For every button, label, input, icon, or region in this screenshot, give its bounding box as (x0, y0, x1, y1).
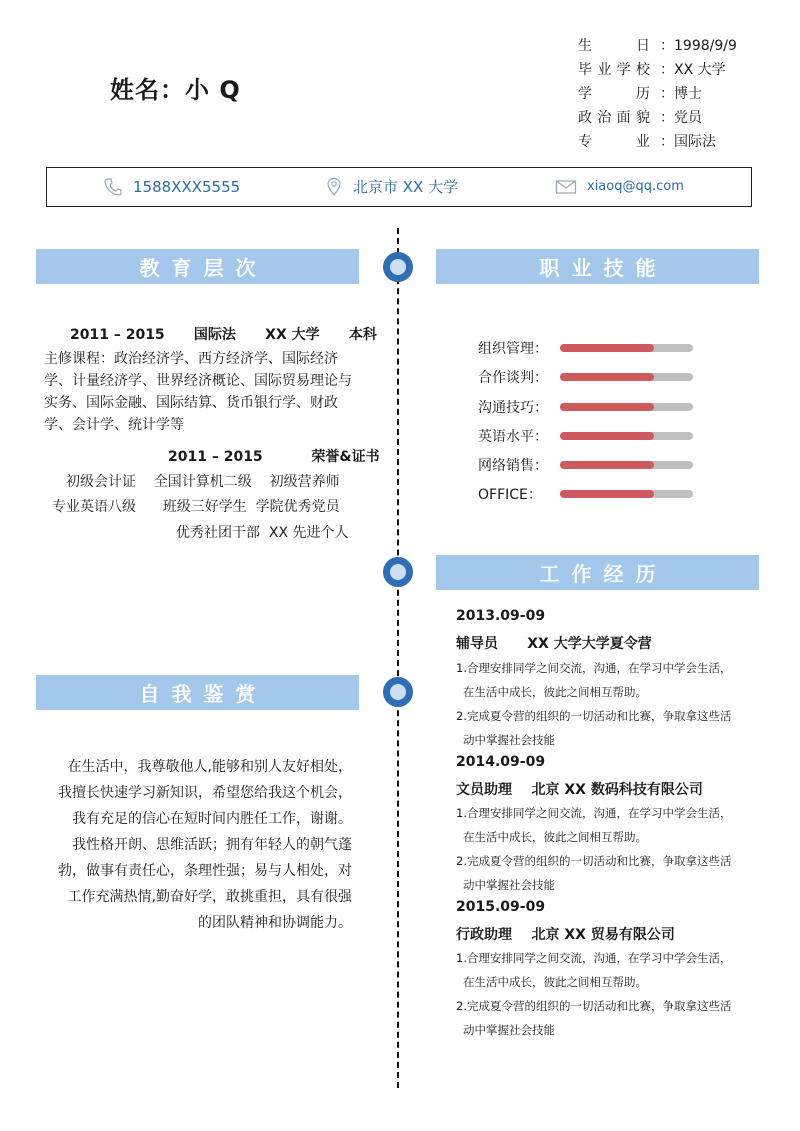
info-label: 学历 (578, 86, 650, 102)
info-label: 政治面貌 (578, 110, 650, 126)
contact-bar (46, 167, 752, 207)
info-value: 党员 (674, 110, 702, 126)
envelope-icon (555, 179, 577, 195)
certificate-row: 优秀社团干部 XX 先进个人 (176, 525, 349, 541)
resume-name: 姓名：小 Q (110, 76, 241, 104)
job-line: 2.完成夏令营的组织的一切活动和比赛，争取拿这些活 (456, 854, 732, 868)
job-line: 在生活中成长，彼此之间相互帮助。 (463, 975, 647, 989)
job-line: 1.合理安排同学之间交流，沟通，在学习中学会生活， (456, 951, 732, 965)
info-row-political-status (578, 108, 737, 132)
info-label: 专业 (578, 134, 650, 150)
info-colon: ： (660, 110, 674, 126)
section-self-header: 自我鉴赏 (36, 675, 359, 710)
job-line: 动中掌握社会技能 (463, 1023, 555, 1037)
skill-label: 沟通技巧： (478, 400, 548, 416)
section-skills-header: 职业技能 (436, 249, 759, 284)
self-line: 我有充足的信心在短时间内胜任工作，谢谢。 (72, 811, 352, 827)
contact-email[interactable] (555, 168, 684, 205)
skill-bar (560, 490, 693, 498)
job-title: 行政助理 北京 XX 贸易有限公司 (456, 927, 675, 943)
info-row-birthday (578, 36, 737, 60)
job-line: 动中掌握社会技能 (463, 733, 555, 747)
skill-row (478, 337, 693, 359)
job-line: 在生活中成长，彼此之间相互帮助。 (463, 830, 647, 844)
section-work-header: 工作经历 (436, 555, 759, 590)
job-date: 2015.09-09 (456, 899, 546, 915)
skill-label: 英语水平： (478, 429, 548, 445)
skill-bar (560, 344, 693, 352)
timeline-dot (383, 677, 413, 707)
skill-bar (560, 373, 693, 381)
skill-bar-fill (560, 490, 654, 498)
info-row-major (578, 132, 737, 156)
timeline-dot (383, 557, 413, 587)
skill-bar (560, 432, 693, 440)
skill-bar-fill (560, 461, 654, 469)
skill-bar-fill (560, 432, 654, 440)
info-colon: ： (660, 86, 674, 102)
skill-bar-fill (560, 344, 654, 352)
section-education-header: 教育层次 (36, 249, 359, 284)
info-label: 毕业学校 (578, 62, 650, 78)
phone-text: 1588XXX5555 (133, 177, 241, 196)
info-colon: ： (660, 38, 674, 54)
self-line: 勃，做事有责任心，条理性强；易与人相处，对 (58, 863, 352, 879)
skill-row (478, 483, 693, 505)
self-line: 在生活中，我尊敬他人,能够和别人友好相处， (67, 759, 352, 775)
job-date: 2014.09-09 (456, 754, 546, 770)
education-courses: 主修课程：政治经济学、西方经济学、国际经济学、计量经济学、世界经济概论、国际贸易理论与实务、国际金融、国际结算、货币银行学、财政学、会计学、统计学等 (44, 351, 352, 433)
self-line: 我性格开朗、思维活跃；拥有年轻人的朝气蓬 (72, 837, 352, 853)
job-line: 在生活中成长，彼此之间相互帮助。 (463, 685, 647, 699)
info-colon: ： (660, 62, 674, 78)
self-line: 我擅长快速学习新知识，希望您给我这个机会， (58, 785, 352, 801)
skill-row (478, 396, 693, 418)
personal-info (578, 36, 737, 156)
certificate-row: 专业英语八级 班级三好学生 学院优秀党员 (52, 499, 340, 515)
job-line: 2.完成夏令营的组织的一切活动和比赛，争取拿这些活 (456, 999, 732, 1013)
contact-phone[interactable] (103, 168, 240, 205)
skill-row (478, 425, 693, 447)
skill-bar-fill (560, 373, 654, 381)
honors-heading: 2011 – 2015 荣誉&证书 (168, 449, 380, 465)
skill-bar (560, 403, 693, 411)
info-value: 1998/9/9 (674, 38, 737, 54)
job-line: 1.合理安排同学之间交流，沟通，在学习中学会生活， (456, 806, 732, 820)
certificate-row: 初级会计证 全国计算机二级 初级营养师 (66, 474, 340, 490)
info-row-degree (578, 84, 737, 108)
self-line: 的团队精神和协调能力。 (198, 915, 352, 931)
job-line: 动中掌握社会技能 (463, 878, 555, 892)
skill-label: 组织管理： (478, 341, 548, 357)
timeline-line (397, 228, 399, 1088)
job-line: 2.完成夏令营的组织的一切活动和比赛，争取拿这些活 (456, 709, 732, 723)
self-line: 工作充满热情,勤奋好学，敢挑重担，具有很强 (67, 889, 352, 905)
email-text: xiaoq@qq.com (587, 179, 684, 194)
skill-row (478, 454, 693, 476)
info-label: 生日 (578, 38, 650, 54)
skill-label: 网络销售： (478, 458, 548, 474)
self-evaluation-text (38, 754, 352, 936)
skill-row (478, 366, 693, 388)
skill-bar (560, 461, 693, 469)
skill-label: OFFICE： (478, 487, 542, 503)
info-value: 国际法 (674, 134, 716, 150)
info-row-school (578, 60, 737, 84)
location-pin-icon (325, 177, 343, 197)
skill-bar-fill (560, 403, 654, 411)
job-title: 辅导员 XX 大学大学夏令营 (456, 636, 652, 652)
education-heading: 2011 – 2015 国际法 XX 大学 本科 (70, 327, 377, 343)
contact-address[interactable] (325, 168, 458, 205)
job-title: 文员助理 北京 XX 数码科技有限公司 (456, 782, 703, 798)
timeline-dot (383, 252, 413, 282)
job-line: 1.合理安排同学之间交流，沟通，在学习中学会生活， (456, 661, 732, 675)
info-colon: ： (660, 134, 674, 150)
info-value: XX 大学 (674, 62, 726, 78)
skill-label: 合作谈判： (478, 370, 548, 386)
info-value: 博士 (674, 86, 702, 102)
address-text: 北京市 XX 大学 (353, 178, 459, 196)
phone-icon (103, 177, 123, 197)
job-date: 2013.09-09 (456, 608, 546, 624)
